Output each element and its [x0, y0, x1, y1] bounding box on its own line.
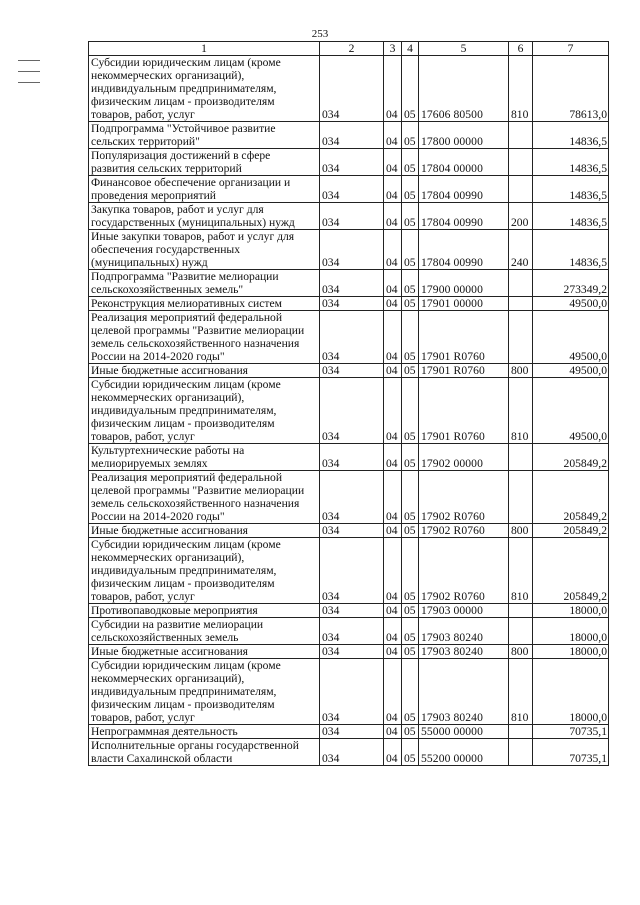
row-name: Популяризация достижений в сфере развития сельских территорий [89, 149, 320, 176]
row-expense-type: 800 [509, 524, 533, 538]
row-target-article: 17902 R0760 [419, 471, 509, 524]
row-name: Субсидии юридическим лицам (кроме некоммерческих организаций), индивидуальным предпринимателям, физическим лицам - производителям товаров, работ, услуг [89, 659, 320, 725]
table-row [89, 444, 609, 471]
row-expense-type: 240 [509, 230, 533, 270]
row-expense-type [509, 471, 533, 524]
row-amount: 205849,2 [533, 471, 609, 524]
row-amount: 14836,5 [533, 149, 609, 176]
row-target-article: 17902 R0760 [419, 524, 509, 538]
row-name: Закупка товаров, работ и услуг для государственных (муниципальных) нужд [89, 203, 320, 230]
row-expense-type [509, 311, 533, 364]
row-name: Реализация мероприятий федеральной целевой программы "Развитие мелиорации земель сельскохозяйственного назначения России на 2014-2020 годы" [89, 471, 320, 524]
header-col-3: 3 [384, 42, 402, 56]
row-section: 04 [384, 364, 402, 378]
row-subsection: 05 [402, 230, 419, 270]
row-amount: 49500,0 [533, 378, 609, 444]
row-expense-type: 800 [509, 645, 533, 659]
row-ministry-code: 034 [320, 378, 384, 444]
row-target-article: 17901 R0760 [419, 364, 509, 378]
row-ministry-code: 034 [320, 618, 384, 645]
row-expense-type: 200 [509, 203, 533, 230]
table-row [89, 230, 609, 270]
row-amount: 14836,5 [533, 203, 609, 230]
row-target-article: 17903 00000 [419, 604, 509, 618]
row-amount: 14836,5 [533, 230, 609, 270]
row-ministry-code: 034 [320, 203, 384, 230]
table-row [89, 311, 609, 364]
row-amount: 49500,0 [533, 311, 609, 364]
table-row [89, 176, 609, 203]
row-expense-type [509, 149, 533, 176]
row-name: Финансовое обеспечение организации и проведения мероприятий [89, 176, 320, 203]
header-col-2: 2 [320, 42, 384, 56]
table-row [89, 471, 609, 524]
table-row [89, 149, 609, 176]
table-row [89, 524, 609, 538]
row-amount: 205849,2 [533, 444, 609, 471]
row-expense-type [509, 618, 533, 645]
header-col-7: 7 [533, 42, 609, 56]
row-ministry-code: 034 [320, 230, 384, 270]
row-name: Реализация мероприятий федеральной целевой программы "Развитие мелиорации земель сельскохозяйственного назначения России на 2014-2020 годы" [89, 311, 320, 364]
row-ministry-code: 034 [320, 176, 384, 203]
row-amount: 205849,2 [533, 524, 609, 538]
row-expense-type: 810 [509, 659, 533, 725]
row-section: 04 [384, 230, 402, 270]
row-subsection: 05 [402, 203, 419, 230]
row-target-article: 17804 00000 [419, 149, 509, 176]
row-name: Субсидии юридическим лицам (кроме некоммерческих организаций), индивидуальным предпринимателям, физическим лицам - производителям товаров, работ, услуг [89, 538, 320, 604]
row-subsection: 05 [402, 149, 419, 176]
row-ministry-code: 034 [320, 538, 384, 604]
row-subsection: 05 [402, 364, 419, 378]
row-subsection: 05 [402, 311, 419, 364]
row-target-article: 17804 00990 [419, 176, 509, 203]
row-name: Субсидии на развитие мелиорации сельскохозяйственных земель [89, 618, 320, 645]
row-section: 04 [384, 122, 402, 149]
row-amount: 49500,0 [533, 297, 609, 311]
row-section: 04 [384, 604, 402, 618]
row-target-article: 17800 00000 [419, 122, 509, 149]
row-amount: 70735,1 [533, 725, 609, 739]
row-subsection: 05 [402, 524, 419, 538]
row-amount: 18000,0 [533, 604, 609, 618]
row-name: Иные бюджетные ассигнования [89, 364, 320, 378]
row-section: 04 [384, 297, 402, 311]
row-ministry-code: 034 [320, 645, 384, 659]
row-subsection: 05 [402, 56, 419, 122]
row-target-article: 17901 R0760 [419, 378, 509, 444]
row-amount: 18000,0 [533, 659, 609, 725]
table-row [89, 122, 609, 149]
header-col-4: 4 [402, 42, 419, 56]
row-target-article: 17903 80240 [419, 645, 509, 659]
row-name: Субсидии юридическим лицам (кроме некоммерческих организаций), индивидуальным предпринимателям, физическим лицам - производителям товаров, работ, услуг [89, 56, 320, 122]
row-section: 04 [384, 645, 402, 659]
row-subsection: 05 [402, 538, 419, 604]
row-subsection: 05 [402, 725, 419, 739]
row-ministry-code: 034 [320, 297, 384, 311]
row-name: Подпрограмма "Развитие мелиорации сельскохозяйственных земель" [89, 270, 320, 297]
row-section: 04 [384, 378, 402, 444]
row-expense-type [509, 176, 533, 203]
row-subsection: 05 [402, 378, 419, 444]
row-expense-type [509, 444, 533, 471]
row-expense-type [509, 270, 533, 297]
table-row [89, 725, 609, 739]
page-number: 253 [311, 28, 329, 40]
row-target-article: 17901 00000 [419, 297, 509, 311]
row-subsection: 05 [402, 618, 419, 645]
row-expense-type: 810 [509, 56, 533, 122]
row-ministry-code: 034 [320, 659, 384, 725]
table-row [89, 645, 609, 659]
row-amount: 70735,1 [533, 739, 609, 766]
row-name: Иные бюджетные ассигнования [89, 524, 320, 538]
row-name: Реконструкция мелиоративных систем [89, 297, 320, 311]
row-amount: 78613,0 [533, 56, 609, 122]
row-amount: 205849,2 [533, 538, 609, 604]
row-ministry-code: 034 [320, 725, 384, 739]
table-row [89, 297, 609, 311]
row-target-article: 17903 80240 [419, 659, 509, 725]
row-ministry-code: 034 [320, 149, 384, 176]
row-target-article: 17606 80500 [419, 56, 509, 122]
row-subsection: 05 [402, 297, 419, 311]
row-name: Культуртехнические работы на мелиорируемых землях [89, 444, 320, 471]
row-ministry-code: 034 [320, 56, 384, 122]
row-name: Иные закупки товаров, работ и услуг для обеспечения государственных (муниципальных) нужд [89, 230, 320, 270]
row-ministry-code: 034 [320, 444, 384, 471]
row-expense-type [509, 604, 533, 618]
row-ministry-code: 034 [320, 311, 384, 364]
row-subsection: 05 [402, 176, 419, 203]
row-ministry-code: 034 [320, 739, 384, 766]
row-amount: 18000,0 [533, 645, 609, 659]
row-ministry-code: 034 [320, 122, 384, 149]
row-target-article: 17804 00990 [419, 230, 509, 270]
row-expense-type [509, 725, 533, 739]
row-amount: 14836,5 [533, 122, 609, 149]
row-subsection: 05 [402, 270, 419, 297]
row-ministry-code: 034 [320, 364, 384, 378]
row-amount: 49500,0 [533, 364, 609, 378]
row-section: 04 [384, 739, 402, 766]
row-section: 04 [384, 659, 402, 725]
row-target-article: 17902 R0760 [419, 538, 509, 604]
row-name: Подпрограмма "Устойчивое развитие сельских территорий" [89, 122, 320, 149]
row-target-article: 17903 80240 [419, 618, 509, 645]
row-name: Непрограммная деятельность [89, 725, 320, 739]
row-amount: 18000,0 [533, 618, 609, 645]
row-section: 04 [384, 524, 402, 538]
row-subsection: 05 [402, 444, 419, 471]
row-section: 04 [384, 444, 402, 471]
row-name: Субсидии юридическим лицам (кроме некоммерческих организаций), индивидуальным предпринимателям, физическим лицам - производителям товаров, работ, услуг [89, 378, 320, 444]
header-col-1: 1 [89, 42, 320, 56]
row-section: 04 [384, 149, 402, 176]
row-subsection: 05 [402, 739, 419, 766]
row-target-article: 17900 00000 [419, 270, 509, 297]
row-subsection: 05 [402, 471, 419, 524]
row-expense-type: 800 [509, 364, 533, 378]
row-subsection: 05 [402, 659, 419, 725]
row-ministry-code: 034 [320, 471, 384, 524]
row-section: 04 [384, 176, 402, 203]
table-row [89, 378, 609, 444]
row-section: 04 [384, 56, 402, 122]
row-ministry-code: 034 [320, 524, 384, 538]
table-row [89, 604, 609, 618]
table-row [89, 538, 609, 604]
row-section: 04 [384, 203, 402, 230]
row-target-article: 17902 00000 [419, 444, 509, 471]
row-expense-type [509, 739, 533, 766]
header-col-6: 6 [509, 42, 533, 56]
row-name: Исполнительные органы государственной власти Сахалинской области [89, 739, 320, 766]
row-expense-type: 810 [509, 378, 533, 444]
row-subsection: 05 [402, 604, 419, 618]
row-amount: 273349,2 [533, 270, 609, 297]
row-section: 04 [384, 538, 402, 604]
row-name: Иные бюджетные ассигнования [89, 645, 320, 659]
row-target-article: 55200 00000 [419, 739, 509, 766]
table-row [89, 56, 609, 122]
row-section: 04 [384, 725, 402, 739]
table-row [89, 618, 609, 645]
row-section: 04 [384, 471, 402, 524]
row-section: 04 [384, 618, 402, 645]
row-expense-type [509, 297, 533, 311]
row-section: 04 [384, 270, 402, 297]
header-col-5: 5 [419, 42, 509, 56]
row-target-article: 55000 00000 [419, 725, 509, 739]
row-subsection: 05 [402, 645, 419, 659]
table-row [89, 739, 609, 766]
table-body [89, 56, 609, 766]
row-amount: 14836,5 [533, 176, 609, 203]
row-expense-type: 810 [509, 538, 533, 604]
margin-marks [18, 60, 40, 93]
table-row [89, 203, 609, 230]
row-subsection: 05 [402, 122, 419, 149]
row-ministry-code: 034 [320, 604, 384, 618]
row-ministry-code: 034 [320, 270, 384, 297]
row-target-article: 17804 00990 [419, 203, 509, 230]
budget-table [88, 41, 609, 766]
row-name: Противопаводковые мероприятия [89, 604, 320, 618]
row-section: 04 [384, 311, 402, 364]
header-row [89, 42, 609, 56]
table-row [89, 364, 609, 378]
table-row [89, 270, 609, 297]
row-expense-type [509, 122, 533, 149]
table-row [89, 659, 609, 725]
row-target-article: 17901 R0760 [419, 311, 509, 364]
